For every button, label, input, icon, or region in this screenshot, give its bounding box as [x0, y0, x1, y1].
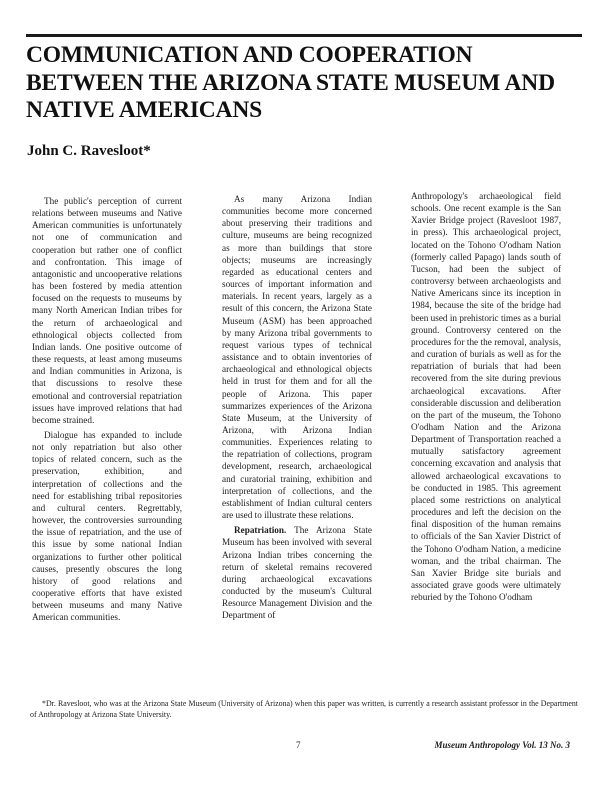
author-footnote: *Dr. Ravesloot, who was at the Arizona State Museum (University of Arizona) when this paper was written, is currently a research assistant professor in the Department of Anthropology at Arizona State University. — [30, 699, 578, 719]
article-title: COMMUNICATION AND COOPERATION BETWEEN THE ARIZONA STATE MUSEUM AND NATIVE AMERICANS — [26, 42, 555, 123]
paragraph: The public's perception of current relations between museums and Native American communities is unfortunately not one of communication and cooperation but rather one of conflict and confrontation. This image of antagonistic and uncooperative relations has been fostered by media attention focused on the requests to museums by many North American Indian tribes for the return of archaeological and ethnological objects collected from Indian lands. One positive outcome of these requests, at least among museums and Indian communities in Arizona, is that discussions to resolve these emotional and controversial repatriation issues have improved relations that had become strained. — [32, 196, 182, 425]
page-number: 7 — [296, 740, 301, 750]
paragraph-continued: Anthropology's archaeological field schools. One recent example is the San Xavier Bridge project (Ravesloot 1987, in press). This archaeological project, located on the Tohono O'odham Nation (formerly called Papago) lands south of Tucson, had been the subject of controversy between archaeologists and Native Americans since its inception in 1984, because the site of the bridge had been used in prehistoric times as a burial ground. Controversy centered on the procedures for the the removal, analysis, and curation of burials as well as for the repatriation of burials that had been recovered from the site during previous archaeological excavations. After considerable discussion and deliberation on the part of the museum, the Tohono O'odham Nation and the Arizona Department of Transportation reached a mutually satisfactory agreement concerning excavation and analysis that allowed archaeological excavations to be conducted in 1985. This agreement placed some restrictions on analytical procedures and left the decision on the final disposition of the human remains to officials of the San Xavier District of the Tohono O'odham Nation, a medicine woman, and the tribal chairman. The San Xavier Bridge site burials and associated grave goods were ultimately reburied by the Tohono O'odham — [411, 191, 561, 603]
paragraph-text: The Arizona State Museum has been involved with several Arizona Indian tribes concerning the return of skeletal remains recovered during archaeological excavations conducted by the museum's Cultural Resource Management Division and the Department of — [222, 525, 372, 621]
body-column-3 — [411, 190, 561, 603]
section-run-in-heading: Repatriation. — [234, 525, 287, 536]
paragraph: As many Arizona Indian communities become more concerned about preserving their traditions and culture, museums are being recognized as more than buildings that store objects; museums are increasingly regarded as educational centers and sources of important information and materials. In recent years, largely as a result of this concern, the Arizona State Museum (ASM) has been approached by many Arizona tribal governments to request various types of technical assistance and to obtain inventories of archaeological and ethnological objects held in trust for them and for all the people of Arizona. This paper summarizes experiences of the Arizona State Museum, at the University of Arizona, with Arizona Indian communities. Experiences relating to the repatriation of collections, program development, research, archaeological and curatorial training, exhibition and interpretation of collections, and the establishment of Indian cultural centers are used to illustrate these relations. — [222, 194, 372, 521]
body-column-2 — [222, 193, 372, 621]
journal-running-footer: Museum Anthropology Vol. 13 No. 3 — [434, 740, 570, 750]
title-rule — [26, 34, 582, 37]
author-name: John C. Ravesloot* — [27, 143, 151, 159]
paragraph: Dialogue has expanded to include not only repatriation but also other topics of related concern, such as the preservation, exhibition, and interpretation of collections and the need for establishing tribal repositories and cultural centers. Regrettably, however, the controversies surrounding the issue of repatriation, and the use of this issue by some national Indian organizations to further other political causes, presently obscures the long history of good relations and cooperative efforts that have existed between museums and many Native American communities. — [32, 429, 182, 623]
paragraph-repatriation — [222, 524, 372, 621]
body-column-1 — [32, 195, 182, 623]
